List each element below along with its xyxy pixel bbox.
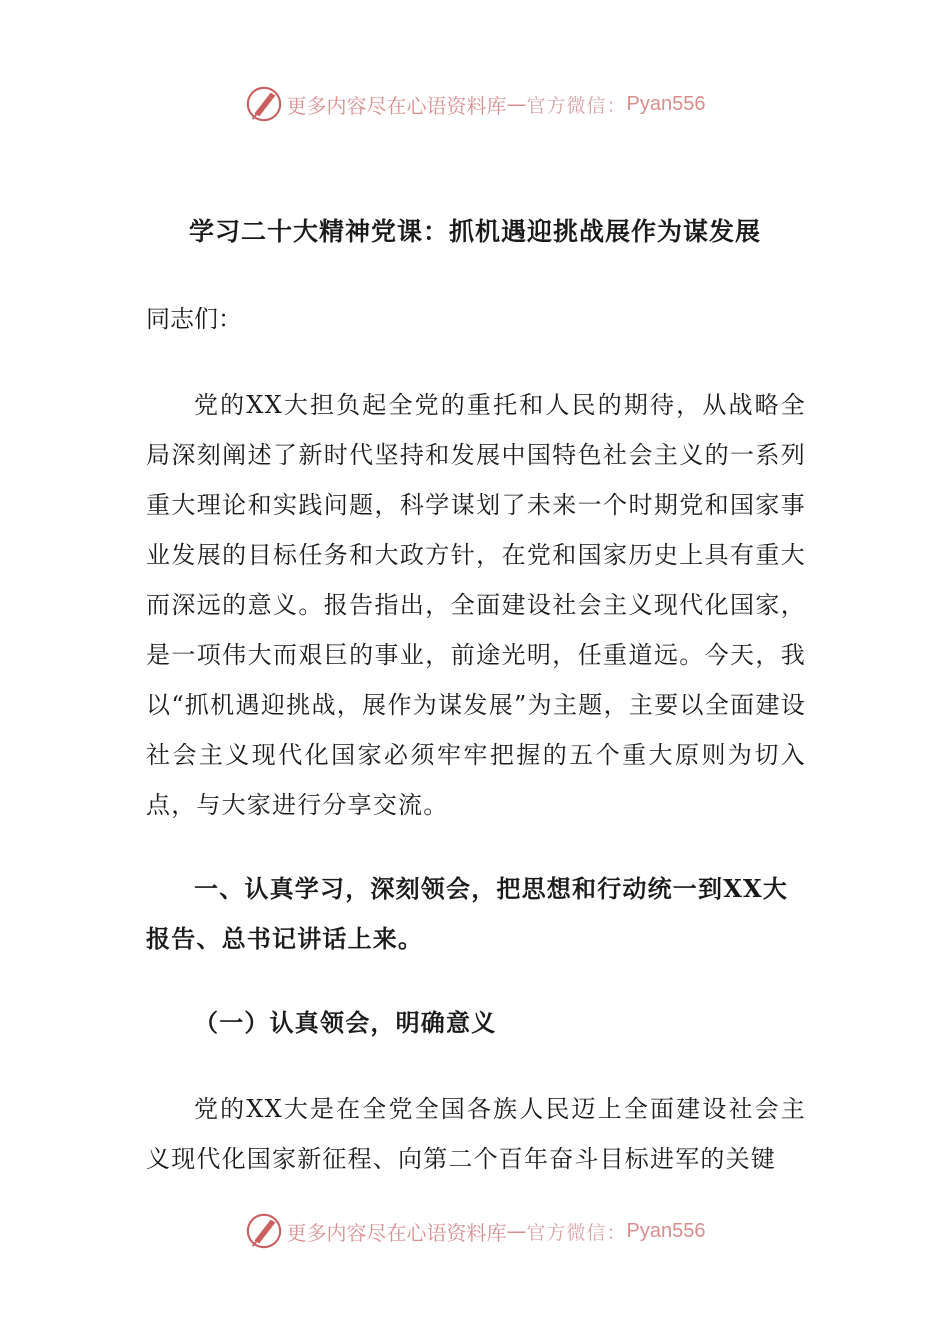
watermark-wechat-id: Pyan556 xyxy=(626,92,706,115)
pen-nib-logo-icon xyxy=(245,1212,283,1250)
footer-watermark xyxy=(0,1211,950,1251)
watermark-dash: — xyxy=(506,1219,527,1243)
watermark-main-text: 更多内容尽在心语资料库 xyxy=(286,93,507,118)
paragraph-section-1: 党的XX大是在全党全国各族人民迈上全面建设社会主义现代化国家新征程、向第二个百年奋斗目标进军的关键 xyxy=(146,1095,806,1173)
watermark-wechat-id: Pyan556 xyxy=(626,1219,706,1242)
header-watermark xyxy=(0,84,950,124)
subsection-heading-1: （一）认真领会，明确意义 xyxy=(194,1008,497,1037)
watermark-dash: — xyxy=(506,92,527,116)
salutation: 同志们： xyxy=(146,305,242,333)
document-title: 学习二十大精神党课：抓机遇迎挑战展作为谋发展 xyxy=(188,217,761,246)
watermark-wechat-label: 官方微信： xyxy=(526,1221,627,1244)
watermark-main-text: 更多内容尽在心语资料库 xyxy=(286,1220,507,1245)
paragraph-intro: 党的XX大担负起全党的重托和人民的期待，从战略全局深刻阐述了新时代坚持和发展中国特色社会主义的一系列重大理论和实践问题，科学谋划了未来一个时期党和国家事业发展的目标任务和大政方针，在党和国家历史上具有重大而深远的意义。报告指出，全面建设社会主义现代化国家，是一项伟大而艰巨的事业，前途光明，任重道远。今天，我以“抓机遇迎挑战，展作为谋发展”为主题，主要以全面建设社会主义现代化国家必须牢牢把握的五个重大原则为切入点，与大家进行分享交流。 xyxy=(146,391,806,819)
watermark-wechat-label: 官方微信： xyxy=(526,94,627,117)
pen-nib-logo-icon xyxy=(245,85,283,123)
section-heading-1: 一、认真学习，深刻领会，把思想和行动统一到XX大报告、总书记讲话上来。 xyxy=(146,874,789,953)
